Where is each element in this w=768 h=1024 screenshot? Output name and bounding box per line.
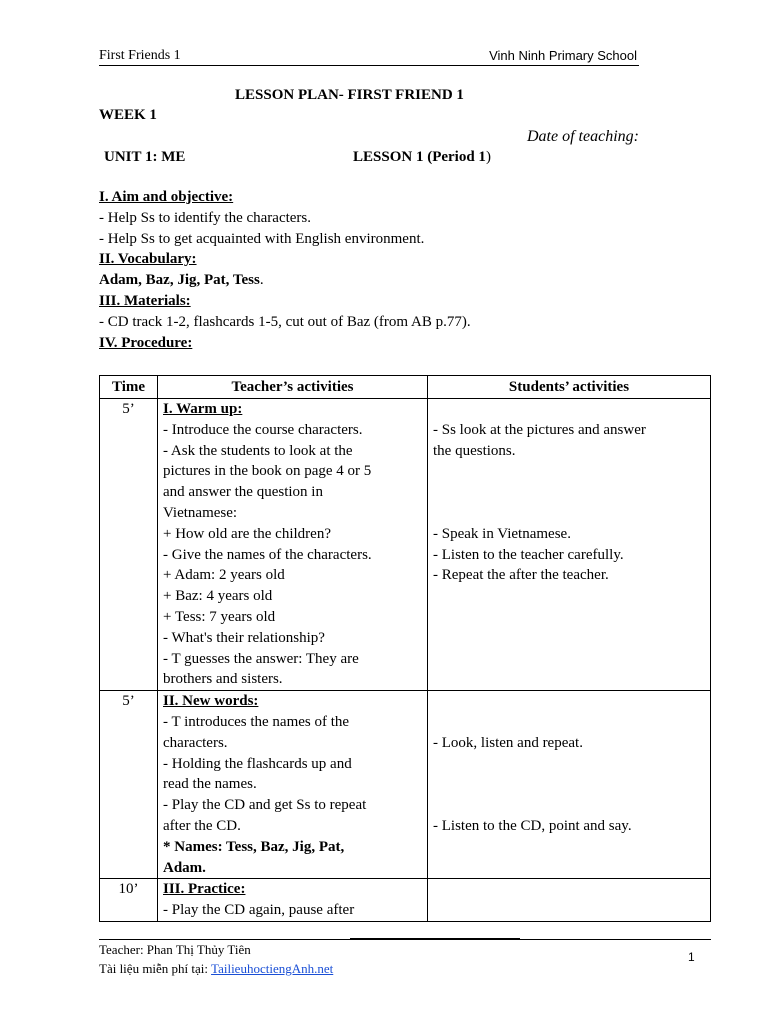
vocabulary-words: Adam, Baz, Jig, Pat, Tess bbox=[99, 272, 260, 289]
page-header bbox=[99, 47, 639, 66]
student-activity-line: - Repeat the after the teacher. bbox=[433, 567, 609, 584]
student-activity-line bbox=[433, 503, 705, 524]
student-activity-line bbox=[433, 795, 705, 816]
table-row bbox=[100, 399, 711, 691]
teacher-activity-line: - Holding the flashcards up and bbox=[163, 755, 352, 772]
lesson-sections bbox=[99, 187, 659, 353]
header-book-title: First Friends 1 bbox=[99, 48, 181, 63]
teacher-activity-line: + Adam: 2 years old bbox=[163, 567, 285, 584]
table-cell-time bbox=[100, 691, 158, 879]
lesson-label bbox=[353, 147, 491, 168]
table-cell-students bbox=[428, 691, 711, 879]
table-row bbox=[100, 879, 711, 922]
teacher-activity-line: pictures in the book on page 4 or 5 bbox=[163, 463, 372, 480]
table-cell-time bbox=[100, 879, 158, 922]
aim-item: - Help Ss to get acquainted with English environment. bbox=[99, 230, 425, 247]
week-label: WEEK 1 bbox=[99, 107, 157, 123]
lesson-label-text: LESSON 1 (Period 1 bbox=[353, 149, 486, 165]
student-activity-line: - Look, listen and repeat. bbox=[433, 734, 583, 751]
table-row bbox=[100, 691, 711, 879]
vocabulary-end: . bbox=[259, 272, 264, 289]
procedure-heading: IV. Procedure: bbox=[99, 334, 193, 351]
teacher-activity-line: read the names. bbox=[163, 776, 257, 793]
teacher-activity-line: Adam. bbox=[163, 859, 206, 876]
student-activity-line bbox=[433, 607, 705, 628]
table-cell-time bbox=[100, 399, 158, 691]
stage-heading: II. New words: bbox=[163, 693, 259, 710]
date-of-teaching: Date of teaching: bbox=[527, 128, 639, 145]
footer-teacher-name: Teacher: Phan Thị Thủy Tiên bbox=[99, 942, 251, 957]
footer-source-label: Tài liệu miễn phí tại: bbox=[99, 961, 212, 976]
student-activity-line bbox=[433, 586, 705, 607]
table-cell-teacher bbox=[158, 879, 428, 922]
stage-heading: I. Warm up: bbox=[163, 401, 243, 417]
time-value: 10’ bbox=[118, 881, 139, 898]
teacher-activity-line: - Play the CD again, pause after bbox=[163, 902, 355, 919]
lesson-label-close: ) bbox=[485, 149, 491, 165]
table-cell-students bbox=[428, 879, 711, 922]
unit-label: UNIT 1: ME bbox=[104, 149, 186, 165]
teacher-activity-line: - T guesses the answer: They are bbox=[163, 650, 359, 667]
student-activity-line: - Listen to the teacher carefully. bbox=[433, 546, 624, 563]
teacher-activity-line: - What's their relationship? bbox=[163, 629, 325, 646]
time-value: 5’ bbox=[122, 693, 135, 710]
table-cell-students bbox=[428, 399, 711, 691]
footer-source-link[interactable]: TailieuhoctiengAnh.net bbox=[211, 961, 334, 976]
time-value: 5’ bbox=[122, 401, 135, 417]
student-activity-line bbox=[433, 774, 705, 795]
procedure-table bbox=[99, 375, 711, 922]
teacher-activity-line: - Play the CD and get Ss to repeat bbox=[163, 797, 367, 814]
student-activity-line bbox=[433, 712, 705, 733]
teacher-activity-line: - T introduces the names of the bbox=[163, 713, 350, 730]
column-header-time: Time bbox=[100, 376, 158, 399]
student-activity-line bbox=[433, 879, 705, 900]
teacher-activity-line: after the CD. bbox=[163, 817, 241, 834]
teacher-activity-line: and answer the question in bbox=[163, 484, 323, 501]
header-school-name: Vinh Ninh Primary School bbox=[489, 48, 637, 63]
teacher-activity-line: - Ask the students to look at the bbox=[163, 442, 353, 459]
student-activity-line: the questions. bbox=[433, 442, 516, 459]
materials-heading: III. Materials: bbox=[99, 292, 191, 309]
lesson-plan-title: LESSON PLAN- FIRST FRIEND 1 bbox=[235, 87, 464, 103]
aim-item: - Help Ss to identify the characters. bbox=[99, 209, 312, 226]
teacher-activity-line: characters. bbox=[163, 734, 228, 751]
table-cell-teacher bbox=[158, 399, 428, 691]
footer-source bbox=[99, 960, 333, 978]
student-activity-line bbox=[433, 461, 705, 482]
column-header-teacher: Teacher’s activities bbox=[158, 376, 428, 399]
student-activity-line bbox=[433, 900, 705, 921]
student-activity-line bbox=[433, 691, 705, 712]
teacher-activity-line: + How old are the children? bbox=[163, 525, 331, 542]
student-activity-line bbox=[433, 858, 705, 879]
teacher-activity-line: - Introduce the course characters. bbox=[163, 421, 363, 438]
teacher-activity-line: Vietnamese: bbox=[163, 504, 238, 521]
teacher-activity-line: * Names: Tess, Baz, Jig, Pat, bbox=[163, 838, 345, 855]
table-cell-teacher bbox=[158, 691, 428, 879]
footer-divider-accent bbox=[350, 938, 520, 940]
student-activity-line bbox=[433, 669, 705, 690]
teacher-activity-line: brothers and sisters. bbox=[163, 671, 283, 688]
table-header-row bbox=[100, 376, 711, 399]
vocabulary-heading: II. Vocabulary: bbox=[99, 251, 197, 268]
student-activity-line bbox=[433, 628, 705, 649]
student-activity-line: - Speak in Vietnamese. bbox=[433, 525, 571, 542]
page-number: 1 bbox=[688, 950, 695, 964]
teacher-activity-line: - Give the names of the characters. bbox=[163, 546, 372, 563]
aim-heading: I. Aim and objective: bbox=[99, 189, 234, 205]
materials-item: - CD track 1-2, flashcards 1-5, cut out of Baz (from AB p.77). bbox=[99, 313, 471, 330]
student-activity-line: - Listen to the CD, point and say. bbox=[433, 817, 632, 834]
student-activity-line bbox=[433, 649, 705, 670]
student-activity-line bbox=[433, 837, 705, 858]
stage-heading: III. Practice: bbox=[163, 881, 246, 898]
student-activity-line bbox=[433, 399, 705, 420]
vocabulary-line bbox=[99, 270, 659, 291]
student-activity-line: - Ss look at the pictures and answer bbox=[433, 421, 646, 438]
student-activity-line bbox=[433, 482, 705, 503]
column-header-students: Students’ activities bbox=[428, 376, 711, 399]
student-activity-line bbox=[433, 754, 705, 775]
teacher-activity-line: + Tess: 7 years old bbox=[163, 608, 276, 625]
teacher-activity-line: + Baz: 4 years old bbox=[163, 588, 273, 605]
